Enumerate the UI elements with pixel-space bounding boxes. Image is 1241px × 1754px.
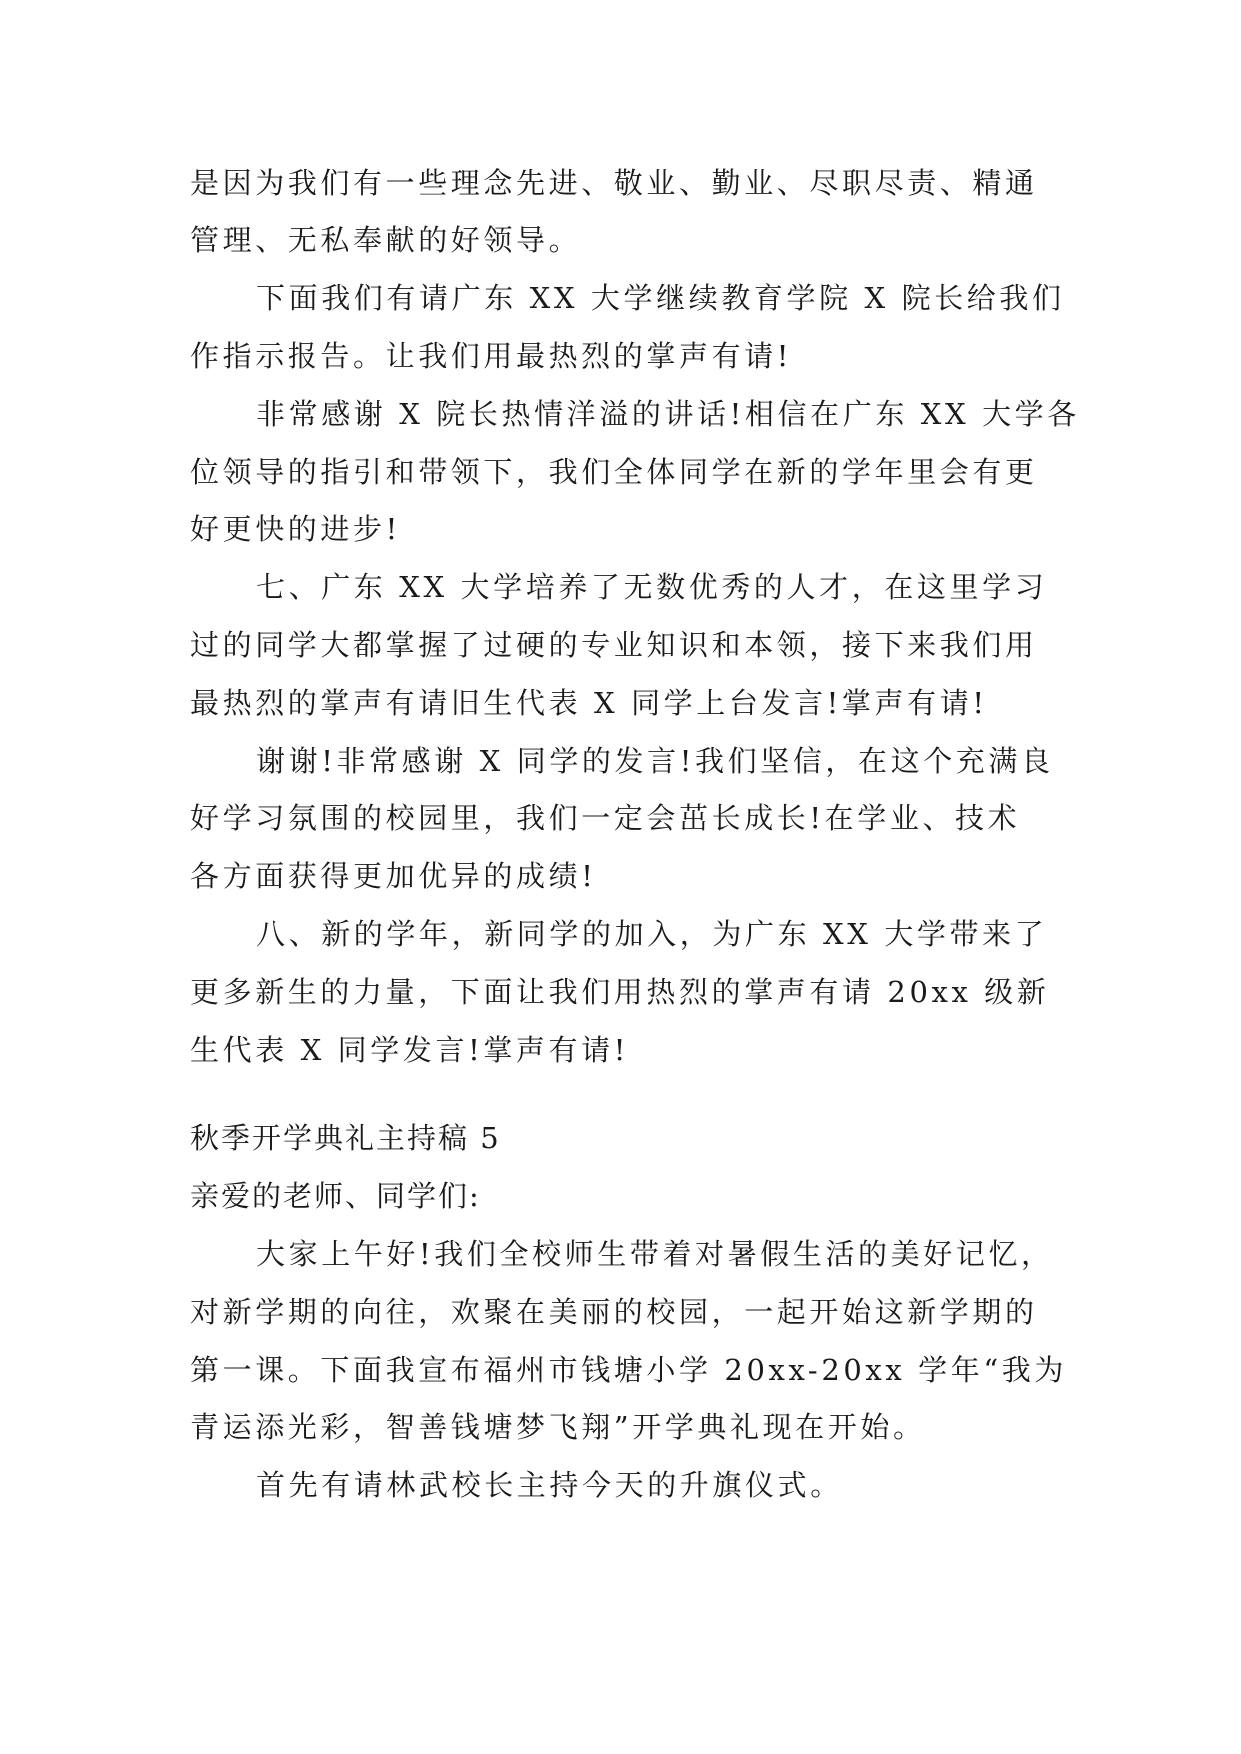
paragraph-first-line: 七、广东 XX 大学培养了无数优秀的人才，在这里学习 [256, 570, 1048, 604]
salutation: 亲爱的老师、同学们: [190, 1179, 481, 1213]
paragraph-first-line: 下面我们有请广东 XX 大学继续教育学院 X 院长给我们 [256, 281, 1065, 315]
body-text-line: 对新学期的向往，欢聚在美丽的校园，一起开始这新学期的 [190, 1295, 1038, 1329]
paragraph-first-line: 八、新的学年，新同学的加入，为广东 XX 大学带来了 [256, 917, 1048, 951]
body-text-line: 最热烈的掌声有请旧生代表 X 同学上台发言!掌声有请! [190, 686, 988, 720]
paragraph-first-line: 非常感谢 X 院长热情洋溢的讲话!相信在广东 XX 大学各 [256, 397, 1080, 431]
body-text-line: 好学习氛围的校园里，我们一定会茁长成长!在学业、技术 [190, 801, 1021, 835]
body-text-line: 各方面获得更加优异的成绩! [190, 859, 597, 893]
body-text-line: 青运添光彩，智善钱塘梦飞翔”开学典礼现在开始。 [190, 1410, 926, 1444]
body-text-line: 作指示报告。让我们用最热烈的掌声有请! [190, 339, 793, 373]
body-text-line: 生代表 X 同学发言!掌声有请! [190, 1033, 629, 1067]
body-text-line: 更多新生的力量，下面让我们用热烈的掌声有请 20xx 级新 [190, 975, 1050, 1009]
body-text-line: 过的同学大都掌握了过硬的专业知识和本领，接下来我们用 [190, 628, 1038, 662]
paragraph-first-line: 首先有请林武校长主持今天的升旗仪式。 [256, 1468, 843, 1502]
body-text-line: 好更快的进步! [190, 512, 401, 546]
body-text-line: 位领导的指引和带领下，我们全体同学在新的学年里会有更 [190, 455, 1038, 489]
paragraph-first-line: 谢谢!非常感谢 X 同学的发言!我们坚信，在这个充满良 [256, 744, 1054, 778]
section-heading: 秋季开学典礼主持稿 5 [190, 1121, 501, 1155]
body-text-line: 是因为我们有一些理念先进、敬业、勤业、尽职尽责、精通 [190, 166, 1038, 200]
paragraph-first-line: 大家上午好!我们全校师生带着对暑假生活的美好记忆， [256, 1237, 1054, 1271]
body-text-line: 第一课。下面我宣布福州市钱塘小学 20xx-20xx 学年“我为 [190, 1353, 1067, 1387]
body-text-line: 管理、无私奉献的好领导。 [190, 223, 582, 257]
